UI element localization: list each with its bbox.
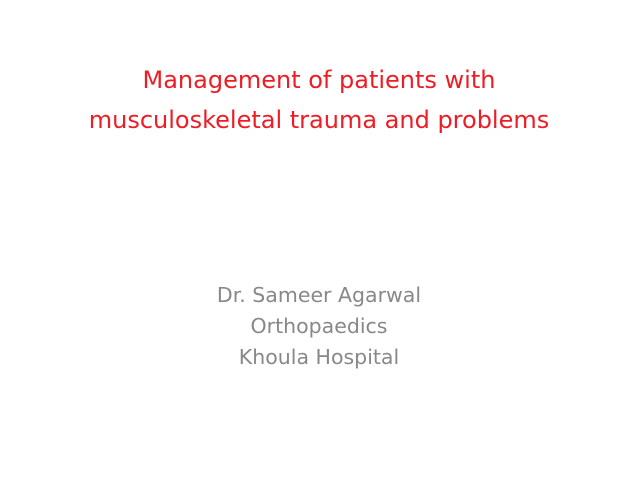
author-name: Dr. Sameer Agarwal <box>216 283 422 307</box>
slide-title <box>0 60 638 140</box>
title-line-2: musculoskeletal trauma and problems <box>88 106 550 134</box>
title-line-1: Management of patients with <box>142 66 496 94</box>
department-name: Orthopaedics <box>250 314 388 338</box>
slide-subtitle <box>0 280 638 373</box>
institution-name: Khoula Hospital <box>238 345 400 369</box>
